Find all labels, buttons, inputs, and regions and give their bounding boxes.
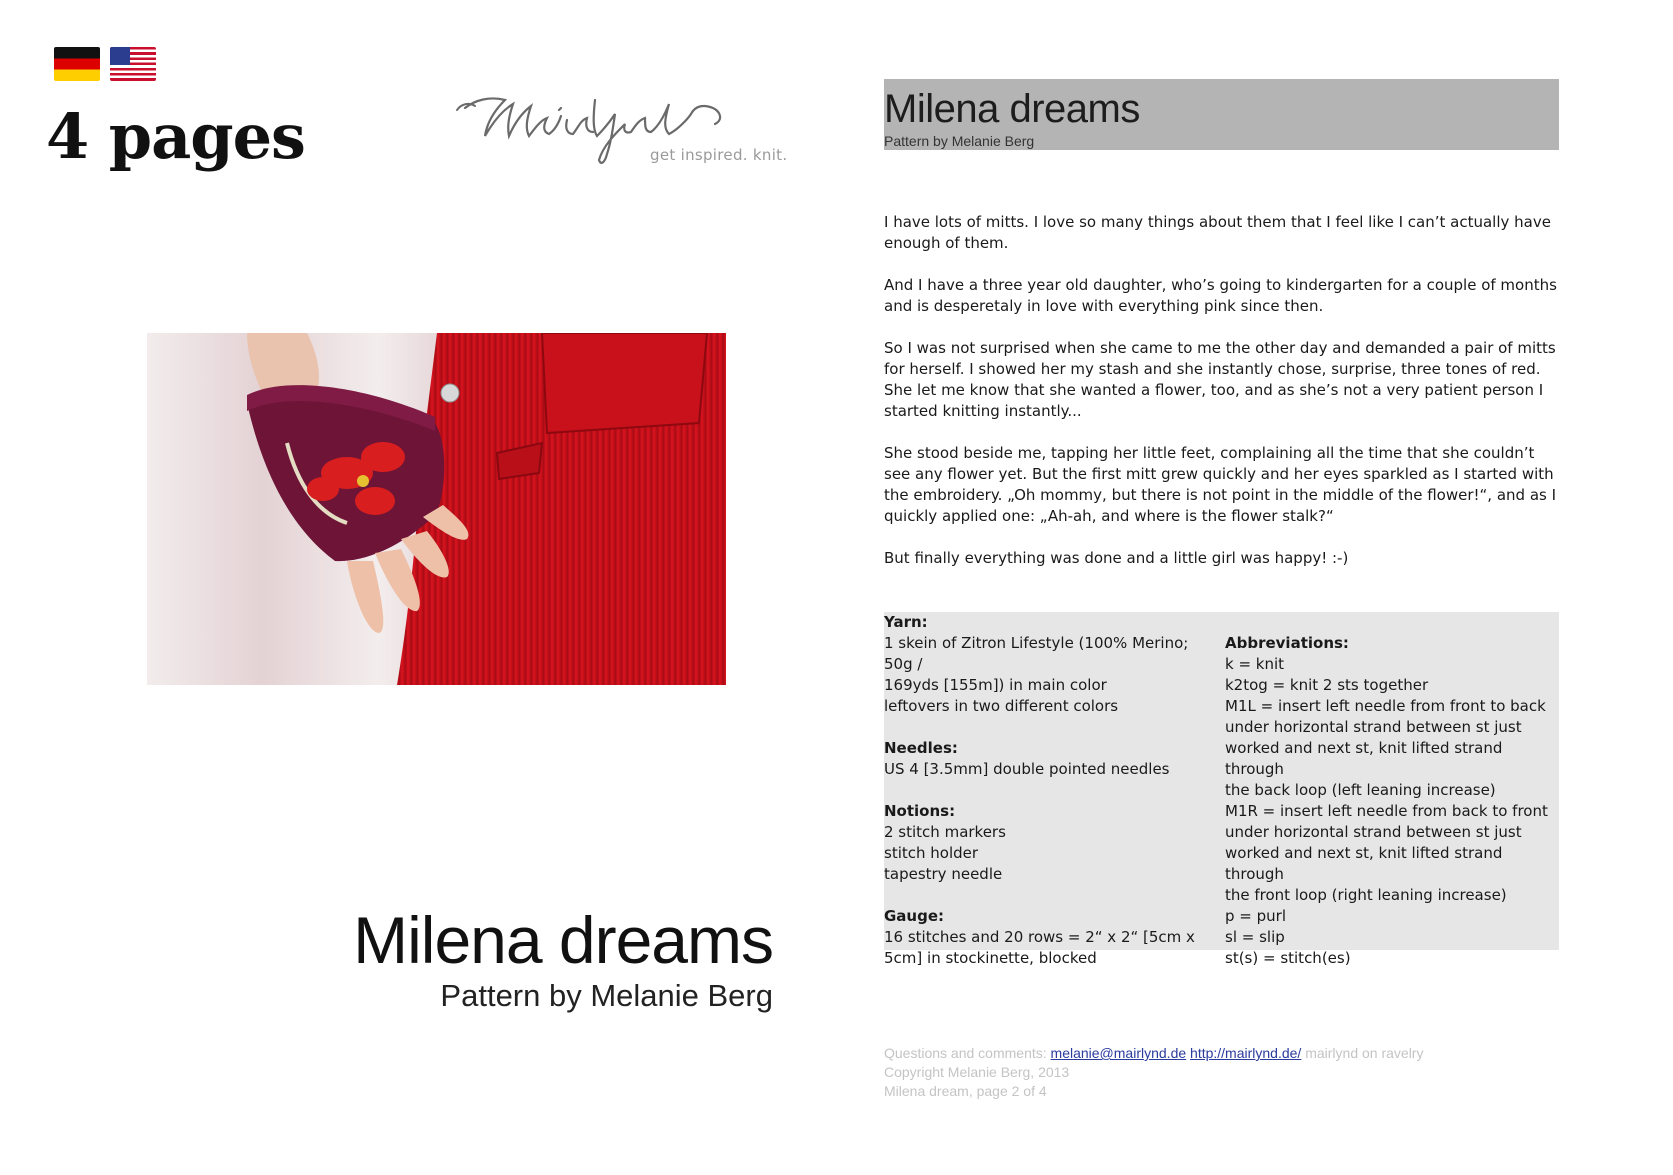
page-count-label: 4 pages xyxy=(46,100,305,173)
abbreviation-line: k2tog = knit 2 sts together xyxy=(1225,676,1429,694)
story-paragraph: I have lots of mitts. I love so many things about them that I feel like I canʼt actually have enough of them. xyxy=(884,213,1551,252)
yarn-line: 1 skein of Zitron Lifestyle (100% Merino; 50g / xyxy=(884,634,1189,673)
story-paragraph: She stood beside me, tapping her little feet, complaining all the time that she couldnʼt see any flower yet. But the first mitt grew quickly and her eyes sparkled as I started with the embroidery. „Oh mommy, but there is not point in the middle of the flower!“, and as I quickly applied one: „Ah-ah, and where is the flower stalk?“ xyxy=(884,444,1557,525)
abbreviation-line: under horizontal strand between st just xyxy=(1225,718,1522,736)
notions-line: tapestry needle xyxy=(884,865,1003,883)
abbreviations-heading: Abbreviations: xyxy=(1225,634,1349,652)
pattern-title: Milena dreams xyxy=(884,87,1140,131)
abbreviation-line: k = knit xyxy=(1225,655,1285,673)
page-info-text: Milena dream, page 2 of 4 xyxy=(884,1083,1047,1099)
cover-title: Milena dreams xyxy=(353,903,773,977)
abbreviation-line: M1L = insert left needle from front to back xyxy=(1225,697,1546,715)
story-paragraph: But finally everything was done and a little girl was happy! :-) xyxy=(884,549,1349,567)
notions-heading: Notions: xyxy=(884,802,956,820)
language-flags xyxy=(54,47,156,81)
website-link[interactable]: http://mairlynd.de/ xyxy=(1190,1045,1302,1061)
email-link[interactable]: melanie@mairlynd.de xyxy=(1050,1045,1187,1061)
notions-line: stitch holder xyxy=(884,844,979,862)
us-flag-icon[interactable] xyxy=(110,47,156,81)
abbreviation-line: sl = slip xyxy=(1225,928,1285,946)
abbreviation-line: under horizontal strand between st just xyxy=(1225,823,1522,841)
abbreviation-line: worked and next st, knit lifted strand through xyxy=(1225,844,1503,883)
gauge-heading: Gauge: xyxy=(884,907,945,925)
abbreviations-column xyxy=(1225,633,1555,969)
notions-line: 2 stitch markers xyxy=(884,823,1006,841)
gauge-line: 16 stitches and 20 rows = 2“ x 2“ [5cm x xyxy=(884,928,1195,946)
ravelry-text: mairlynd on ravelry xyxy=(1305,1045,1424,1061)
pattern-header-bar xyxy=(884,79,1559,150)
pattern-byline: Pattern by Melanie Berg xyxy=(884,133,1035,149)
abbreviation-line: M1R = insert left needle from back to front xyxy=(1225,802,1548,820)
page-footer xyxy=(884,1044,1423,1101)
materials-column xyxy=(884,612,1219,969)
needles-heading: Needles: xyxy=(884,739,958,757)
abbreviation-line: p = purl xyxy=(1225,907,1286,925)
story-paragraph: So I was not surprised when she came to me the other day and demanded a pair of mitts for herself. I showed her my stash and she instantly chose, surprise, three tones of red. She let me know that she wanted a flower, too, and as sheʼs not a very patient person I started knitting instantly... xyxy=(884,339,1556,420)
abbreviation-line: st(s) = stitch(es) xyxy=(1225,949,1351,967)
gauge-line: 5cm] in stockinette, blocked xyxy=(884,949,1097,967)
abbreviation-line: the front loop (right leaning increase) xyxy=(1225,886,1507,904)
yarn-line: 169yds [155m]) in main color xyxy=(884,676,1107,694)
yarn-line: leftovers in two different colors xyxy=(884,697,1119,715)
abbreviation-line: the back loop (left leaning increase) xyxy=(1225,781,1496,799)
yarn-heading: Yarn: xyxy=(884,613,928,631)
logo-tagline: get inspired. knit. xyxy=(650,146,788,164)
abbreviation-line: worked and next st, knit lifted strand through xyxy=(1225,739,1503,778)
materials-box xyxy=(884,612,1559,967)
german-flag-icon[interactable] xyxy=(54,47,100,81)
cover-byline: Pattern by Melanie Berg xyxy=(440,978,773,1013)
story-paragraph: And I have a three year old daughter, whoʼs going to kindergarten for a couple of months and is desperetaly in love with everything pink since then. xyxy=(884,276,1557,315)
us-flag-canton xyxy=(110,47,130,65)
needles-line: US 4 [3.5mm] double pointed needles xyxy=(884,760,1170,778)
intro-story xyxy=(884,212,1559,590)
contact-prefix: Questions and comments: xyxy=(884,1045,1047,1061)
mitt-photo xyxy=(147,333,726,685)
contact-line xyxy=(884,1044,1423,1063)
copyright-text: Copyright Melanie Berg, 2013 xyxy=(884,1064,1070,1080)
